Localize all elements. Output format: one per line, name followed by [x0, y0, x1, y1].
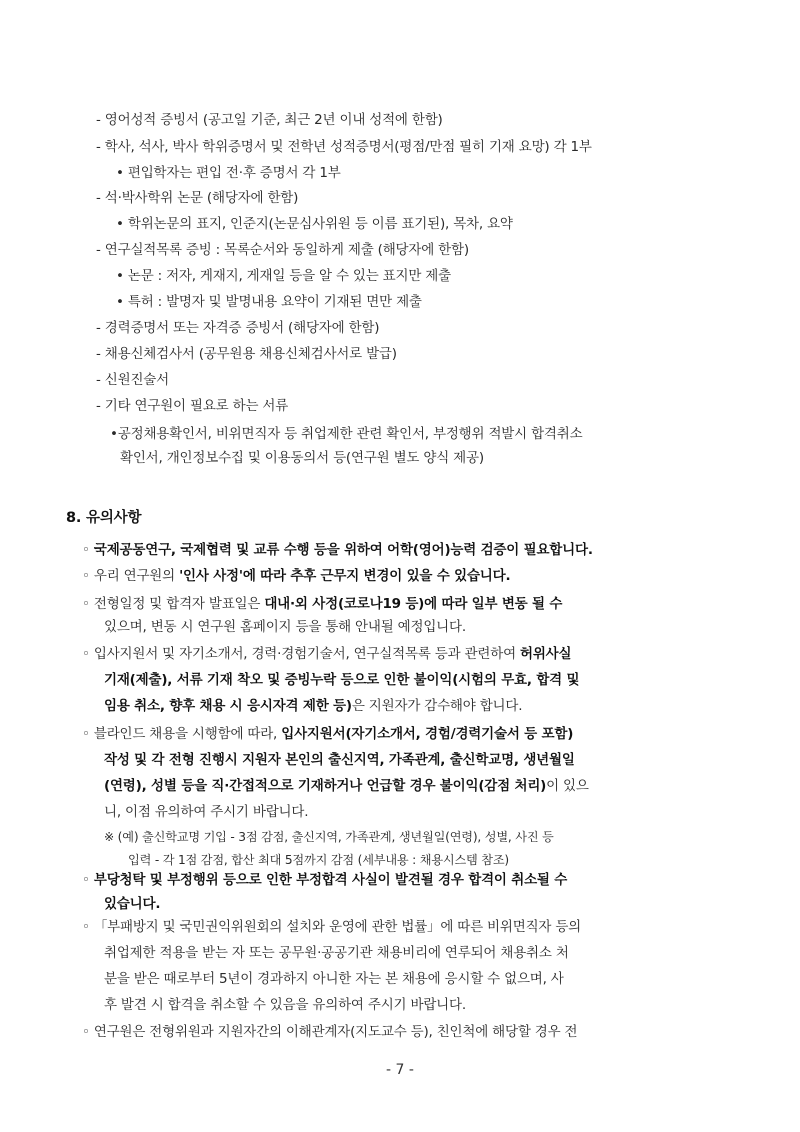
note-line — [104, 696, 522, 716]
note-line — [104, 827, 554, 847]
document-list-item: • 논문 : 저자, 게재지, 게재일 등을 알 수 있는 표지만 제출 — [116, 268, 451, 284]
page-number: - 7 - — [386, 1062, 414, 1078]
note-text: ◦ 블라인드 채용을 시행함에 따라, — [82, 726, 282, 742]
note-line — [104, 750, 575, 770]
note-line — [128, 850, 509, 870]
note-line — [82, 917, 581, 937]
note-text: 이 있으 — [546, 778, 589, 794]
document-list-item: •공정채용확인서, 비위면직자 등 취업제한 관련 확인서, 부정행위 적발시 합격취소 — [110, 426, 583, 442]
note-line — [82, 594, 562, 614]
note-text-bold: 있습니다. — [104, 896, 161, 912]
note-text: 입력 - 각 1점 감점, 합산 최대 5점까지 감점 (세부내용 : 채용시스템 참조) — [128, 853, 509, 867]
note-line — [82, 540, 593, 560]
note-text-bold: 대내·외 사정(코로나19 등)에 따라 일부 변동 될 수 — [264, 596, 563, 612]
document-list-item: - 경력증명서 또는 자격증 증빙서 (해당자에 한함) — [96, 320, 380, 336]
note-text-bold: 임용 취소, 향후 채용 시 응시자격 제한 등) — [104, 698, 352, 714]
note-text: 니, 이점 유의하여 주시기 바랍니다. — [104, 804, 309, 820]
note-text-bold: 국제공동연구, 국제협력 및 교류 수행 등을 위하여 어학(영어)능력 검증이 필요합니다. — [93, 542, 593, 558]
document-list-item: - 연구실적목록 증빙 : 목록순서와 동일하게 제출 (해당자에 한함) — [96, 242, 469, 258]
note-text: 분을 받은 때로부터 5년이 경과하지 아니한 자는 본 채용에 응시할 수 없으며, 사 — [104, 971, 564, 987]
note-text: ◦ 전형일정 및 합격자 발표일은 — [82, 596, 265, 612]
note-line — [104, 802, 308, 822]
note-line — [82, 644, 571, 664]
note-line — [104, 969, 564, 989]
document-list-item: - 영어성적 증빙서 (공고일 기준, 최근 2년 이내 성적에 한함) — [96, 112, 443, 128]
note-text: ◦ 연구원은 전형위원과 지원자간의 이해관계자(지도교수 등), 친인척에 해당할 경우 전 — [82, 1024, 578, 1040]
document-list-item: • 편입학자는 편입 전·후 증명서 각 1부 — [116, 165, 341, 181]
document-list-item: - 학사, 석사, 박사 학위증명서 및 전학년 성적증명서(평점/만점 필히 기재 요망) 각 1부 — [96, 139, 592, 155]
note-line — [104, 995, 466, 1015]
note-text: ◦ — [82, 872, 94, 888]
note-text: ※ (예) 출신학교명 기입 - 3점 감점, 출신지역, 가족관계, 생년월일(연령), 성별, 사진 등 — [104, 830, 554, 844]
note-line — [104, 894, 160, 914]
note-text: 후 발견 시 합격을 취소할 수 있음을 유의하여 주시기 바랍니다. — [104, 997, 466, 1013]
note-text: ◦ — [82, 542, 94, 558]
note-text: ◦ 입사지원서 및 자기소개서, 경력·경험기술서, 연구실적목록 등과 관련하여 — [82, 646, 520, 662]
document-list-item: • 학위논문의 표지, 인준지(논문심사위원 등 이름 표기된), 목차, 요약 — [116, 216, 513, 232]
note-text-bold: '인사 사정'에 따라 추후 근무지 변경이 있을 수 있습니다. — [179, 568, 511, 584]
note-text-bold: 입사지원서(자기소개서, 경험/경력기술서 등 포함) — [281, 726, 574, 742]
note-line — [82, 724, 573, 744]
note-line — [104, 617, 466, 637]
note-line — [82, 566, 510, 586]
note-text: ◦ 우리 연구원의 — [82, 568, 180, 584]
note-text: 있으며, 변동 시 연구원 홈페이지 등을 통해 안내될 예정입니다. — [104, 619, 466, 635]
note-line — [82, 870, 567, 890]
document-list-item: - 기타 연구원이 필요로 하는 서류 — [96, 398, 289, 414]
note-text-bold: 부당청탁 및 부정행위 등으로 인한 부정합격 사실이 발견될 경우 합격이 취소될 수 — [93, 872, 568, 888]
document-list-item: - 채용신체검사서 (공무원용 채용신체검사서로 발급) — [96, 346, 397, 362]
note-text-bold: 기재(제출), 서류 기재 착오 및 증빙누락 등으로 인한 불이익(시험의 무효, 합격 및 — [104, 672, 580, 688]
document-list-item: - 신원진술서 — [96, 372, 169, 388]
note-line — [104, 943, 569, 963]
note-line — [104, 670, 579, 690]
note-text: ◦ 「부패방지 및 국민권익위원회의 설치와 운영에 관한 법률」에 따른 비위면직자 등의 — [82, 919, 582, 935]
document-list-item: 확인서, 개인정보수집 및 이용동의서 등(연구원 별도 양식 제공) — [120, 450, 484, 466]
note-line — [104, 776, 589, 796]
note-text-bold: 작성 및 각 전형 진행시 지원자 본인의 출신지역, 가족관계, 출신학교명, 생년월일 — [104, 752, 575, 768]
note-text: 은 지원자가 감수해야 합니다. — [351, 698, 523, 714]
document-list-item: - 석·박사학위 논문 (해당자에 한함) — [96, 190, 299, 206]
section-8-title: 8. 유의사항 — [66, 510, 142, 526]
note-text-bold: (연령), 성별 등을 직·간접적으로 기재하거나 언급할 경우 불이익(감점 처리) — [104, 778, 547, 794]
note-line — [82, 1022, 577, 1042]
document-list-item: • 특허 : 발명자 및 발명내용 요약이 기재된 면만 제출 — [116, 294, 422, 310]
note-text: 취업제한 적용을 받는 자 또는 공무원·공공기관 채용비리에 연루되어 채용취소 처 — [104, 945, 569, 961]
note-text-bold: 허위사실 — [520, 646, 572, 662]
